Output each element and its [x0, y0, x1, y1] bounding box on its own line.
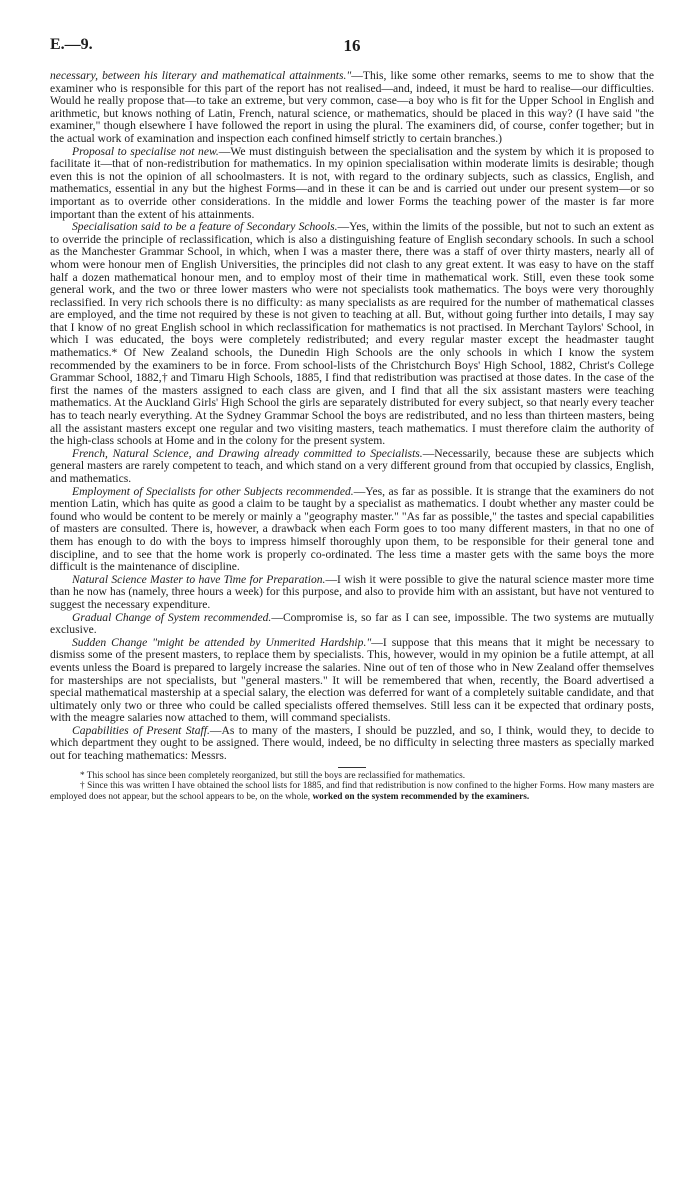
paragraph-lead: French, Natural Science, and Drawing already committed to Specialists.: [72, 446, 423, 460]
paragraph-text: —Yes, within the limits of the possible, but not to such an extent as to override the principle of reclassification, which is also a distinguishing feature of English secondary schools. In such a school as the Manchester Grammar School, in which, when I was a master there, there was a staff of over thirty masters, nearly all of whom were honour men of English Universities, the principles did not clash to any great extent. It was easy to have on the staff half a dozen mathematical honour men, and to employ most of their time in mathematical work. Still, even these took some general work, and the two or three lower masters who were not specialists took mathematics. The boys were very thoroughly reclassified. In very rich schools there is no difficulty: as many specialists as are required for the number of mathematical classes are employed, and the time not required by these is not given to teaching at all. But, without going further into details, I may say that I know of no great English school in which reclassification for mathematics is not practised. In Merchant Taylors' School, in which I was educated, the boys were completely redistributed; and every regular master except the headmaster taught mathematics.* Of New Zealand schools, the Dunedin High Schools are the only schools in which I know the system recommended by the examiners to be in force. From school-lists of the Christchurch Boys' High School, 1882, Christ's College Grammar School, 1882,† and Timaru High Schools, 1885, I find that redistribution was practised at those dates. In the case of the first the names of the masters assigned to each class are given, and I find that all the six assistant masters were teaching mathematics. At the Auckland Girls' High School the girls are separately distributed for every subject, so that nearly every teacher has to teach nearly everything. At the Sydney Grammar School the boys are redistributed, and no less than thirteen masters, being all the assistant masters except one regular and two visiting masters, teach mathematics. I must therefore claim the authority of the high-class schools at Home and in the colony for the present system.: [50, 220, 654, 448]
paragraph: [50, 574, 654, 612]
paragraph-lead: Natural Science Master to have Time for Preparation.: [72, 572, 326, 586]
paragraph-lead: Proposal to specialise not new.: [72, 144, 219, 158]
paragraph-text: —We must distinguish between the specialisation and the system by which it is proposed to facilitate it—that of non-redistribution for mathematics. In my opinion specialisation within moderate limits is desirable; though even this is not the opinion of all schoolmasters. It is not, with regard to the ordinary subjects, such as classics, English, and mathematics, essential in any but the highest Forms—and in these it can be and is carried out under our present system—or so important as to override other considerations. In the middle and lower Forms the teaching power of the master is far more important than the extent of his attainments.: [50, 144, 654, 221]
paragraph-lead: Employment of Specialists for other Subjects recommended.: [72, 484, 354, 498]
footnote: [50, 781, 654, 802]
paragraph: [50, 448, 654, 486]
paragraph-text: —Yes, as far as possible. It is strange that the examiners do not mention Latin, which has quite as good a claim to be taught by a specialist as mathematics. I doubt whether any master could be found who would be content to be merely or mainly a "geography master." "As far as possible," the tastes and special capabilities of masters are consulted. There is, however, a drawback when each Form goes to too many different masters, in that no one of them has enough to do with the boys to impress himself thoroughly upon them, to be responsible for their general tone and discipline, and to see that the home work is properly co-ordinated. The less time a master gets with the same boys the more difficult is the maintenance of discipline.: [50, 484, 654, 574]
paragraph: [50, 70, 654, 146]
paragraph: [50, 146, 654, 222]
footnote-text: * This school has since been completely reorganized, but still the boys are reclassified for mathematics.: [80, 770, 466, 781]
paragraph-text: —This, like some other remarks, seems to me to show that the examiner who is responsible for this part of the report has not realised—and, indeed, it must be hard to realise—our difficulties. Would he really propose that—to take an extreme, but very common, case—a boy who is fit for the Upper School in English and arithmetic, but knows nothing of Latin, French, natural science, or mathematics, should be placed in this way? (I have said "the examiner," though elsewhere I have followed the report in using the plural. The examiners did, of course, confer together; but in the actual work of examination and inspection each confined himself strictly to certain branches.): [50, 69, 654, 145]
paragraph: [50, 486, 654, 574]
page-header: [50, 36, 654, 58]
footnote-divider: [338, 767, 366, 768]
paragraph-text: —As to many of the masters, I should be puzzled, and so, I think, would they, to decide to which department they ought to be assigned. There would, indeed, be no difficulty in selecting three masters as specially marked out for teaching mathematics: Messrs.: [50, 723, 654, 763]
document-code: E.—9.: [50, 36, 93, 53]
paragraph-text: —I wish it were possible to give the natural science master more time than he now has (namely, three hours a week) for this purpose, and also to provide him with an assistant, but have not ventured to suggest the necessary expenditure.: [50, 572, 654, 611]
footnote-text: † Since this was written I have obtained the school lists for 1885, and find that redistribution is now confined to the higher Forms. How many masters are employed does not appear, but the school appears to be, on the whole,: [50, 781, 654, 802]
paragraph: [50, 612, 654, 637]
paragraph-lead: Capabilities of Present Staff.: [72, 723, 210, 737]
footnote: [50, 771, 654, 782]
paragraph-lead: Sudden Change "might be attended by Unmerited Hardship.": [72, 635, 372, 649]
paragraph-text: —Compromise is, so far as I can see, impossible. The two systems are mutually exclusive.: [50, 610, 654, 637]
paragraph-lead: necessary, between his literary and mathematical attainments.": [50, 69, 352, 82]
page-number: 16: [343, 36, 361, 55]
paragraph-text: —Necessarily, because these are subjects which general masters are rarely competent to teach, and which stand on a very different ground from that occupied by classics, English, and mathematics.: [50, 446, 654, 485]
paragraph: [50, 637, 654, 725]
paragraph-lead: Gradual Change of System recommended.: [72, 610, 272, 624]
body-text: [50, 70, 654, 763]
paragraph: [50, 221, 654, 448]
paragraph-text: —I suppose that this means that it might be necessary to dismiss some of the present masters, to replace them by specialists. This, however, would in my opinion be a futile attempt, at all events unless the Board is prepared to largely increase the salaries. Nine out of ten of those who in New Zealand offer themselves for masterships are not specialists, but "general masters." It will be remembered that when, recently, the Board advertised a special mathematical mastership at a special salary, the election was deferred for want of a completely suitable candidate, and that ultimately only two or three who could be called specialists offered themselves. Still less can it be expected that ordinary posts, with the meagre salaries now attached to them, will command specialists.: [50, 635, 654, 725]
footnote-tail: worked on the system recommended by the examiners.: [312, 791, 530, 802]
paragraph-lead: Specialisation said to be a feature of Secondary Schools.: [72, 220, 338, 234]
footnotes: [50, 771, 654, 803]
paragraph: [50, 725, 654, 763]
